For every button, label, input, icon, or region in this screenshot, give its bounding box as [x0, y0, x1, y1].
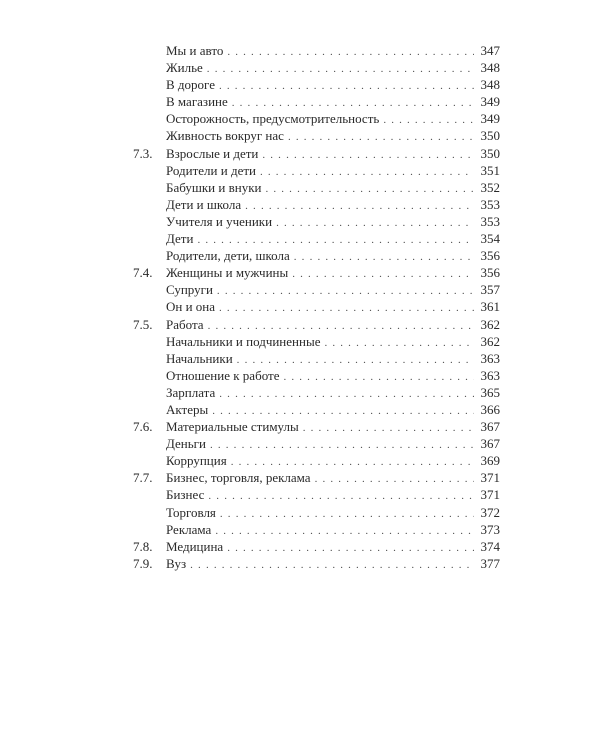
page-number: 361 — [480, 299, 500, 315]
page-number: 347 — [480, 43, 500, 58]
entry-title: Материальные стимулы — [166, 419, 299, 435]
entry-title: Работа — [166, 316, 204, 332]
page-number: 369 — [480, 453, 500, 469]
toc-subsection-entry — [133, 401, 500, 418]
entry-title: Бизнес — [166, 487, 205, 503]
toc-subsection-entry — [133, 93, 500, 110]
toc-subsection-entry — [133, 230, 500, 247]
dot-leader — [294, 249, 474, 266]
section-number: 7.4. — [133, 265, 153, 281]
dot-leader — [227, 44, 474, 61]
toc-section-entry — [133, 538, 500, 555]
page-number: 350 — [480, 128, 500, 144]
page-number: 377 — [480, 555, 500, 571]
page-number: 365 — [480, 384, 500, 400]
entry-title: Коррупция — [166, 453, 227, 469]
dot-leader — [219, 78, 474, 95]
toc-subsection-entry — [133, 59, 500, 76]
entry-title: Женщины и мужчины — [166, 265, 289, 281]
toc-subsection-entry — [133, 486, 500, 503]
entry-title: Бизнес, торговля, реклама — [166, 470, 311, 486]
page-number: 357 — [480, 282, 500, 298]
section-number: 7.3. — [133, 145, 153, 161]
toc-subsection-entry — [133, 298, 500, 315]
toc-subsection-entry — [133, 384, 500, 401]
dot-leader — [220, 506, 474, 523]
page-number: 349 — [480, 94, 500, 110]
toc-subsection-entry — [133, 521, 500, 538]
dot-leader — [190, 557, 474, 574]
section-number: 7.7. — [133, 470, 153, 486]
page-number: 349 — [480, 111, 500, 127]
entry-title: В дороге — [166, 77, 215, 93]
toc-subsection-entry — [133, 179, 500, 196]
toc-subsection-entry — [133, 350, 500, 367]
entry-title: Живность вокруг нас — [166, 128, 284, 144]
entry-title: Начальники — [166, 350, 233, 366]
entry-title: Взрослые и дети — [166, 145, 259, 161]
dot-leader — [227, 540, 474, 557]
toc-subsection-entry — [133, 367, 500, 384]
page-number: 366 — [480, 401, 500, 417]
page-number: 372 — [480, 504, 500, 520]
section-number: 7.9. — [133, 555, 153, 571]
dot-leader — [288, 129, 474, 146]
dot-leader — [324, 335, 474, 352]
toc-section-entry — [133, 316, 500, 333]
page-number: 367 — [480, 436, 500, 452]
toc-subsection-entry — [133, 504, 500, 521]
page-number: 356 — [480, 265, 500, 281]
page-number: 354 — [480, 231, 500, 247]
toc-section-entry — [133, 145, 500, 162]
dot-leader — [219, 386, 474, 403]
toc-section-entry — [133, 418, 500, 435]
entry-title: Бабушки и внуки — [166, 179, 262, 195]
entry-title: Вуз — [166, 555, 187, 571]
entry-title: Актеры — [166, 401, 209, 417]
toc-subsection-entry — [133, 110, 500, 127]
entry-title: Родители, дети, школа — [166, 248, 290, 264]
entry-title: Зарплата — [166, 384, 216, 400]
dot-leader — [215, 523, 474, 540]
dot-leader — [315, 471, 474, 488]
toc-subsection-entry — [133, 452, 500, 469]
dot-leader — [217, 283, 474, 300]
page-number: 363 — [480, 350, 500, 366]
dot-leader — [283, 369, 474, 386]
dot-leader — [207, 61, 474, 78]
page-number: 350 — [480, 145, 500, 161]
dot-leader — [260, 164, 474, 181]
entry-title: Мы и авто — [166, 43, 224, 58]
toc-subsection-entry — [133, 213, 500, 230]
page-number: 352 — [480, 179, 500, 195]
toc-subsection-entry — [133, 76, 500, 93]
page-number: 351 — [480, 162, 500, 178]
dot-leader — [219, 300, 474, 317]
dot-leader — [245, 198, 474, 215]
page-number: 373 — [480, 521, 500, 537]
section-number: 7.8. — [133, 538, 153, 554]
dot-leader — [210, 437, 474, 454]
section-number: 7.6. — [133, 419, 153, 435]
page-number: 371 — [480, 487, 500, 503]
toc-section-entry — [133, 469, 500, 486]
toc-subsection-entry — [133, 435, 500, 452]
entry-title: Медицина — [166, 538, 224, 554]
dot-leader — [303, 420, 474, 437]
entry-title: Учителя и ученики — [166, 213, 273, 229]
dot-leader — [276, 215, 474, 232]
page-number: 356 — [480, 248, 500, 264]
entry-title: Супруги — [166, 282, 213, 298]
entry-title: Дети — [166, 231, 194, 247]
entry-title: Жилье — [166, 60, 203, 76]
dot-leader — [265, 181, 474, 198]
entry-title: В магазине — [166, 94, 228, 110]
dot-leader — [262, 147, 474, 164]
entry-title: Деньги — [166, 436, 206, 452]
table-of-contents — [133, 42, 500, 572]
page-number: 348 — [480, 77, 500, 93]
section-number: 7.5. — [133, 316, 153, 332]
toc-section-entry — [133, 264, 500, 281]
dot-leader — [292, 266, 474, 283]
page-number: 348 — [480, 60, 500, 76]
toc-subsection-entry — [133, 281, 500, 298]
page-number: 374 — [480, 538, 500, 554]
page-number: 363 — [480, 367, 500, 383]
dot-leader — [383, 112, 474, 129]
toc-subsection-entry — [133, 127, 500, 144]
page-number: 367 — [480, 419, 500, 435]
entry-title: Родители и дети — [166, 162, 256, 178]
entry-title: Торговля — [166, 504, 216, 520]
page-number: 362 — [480, 316, 500, 332]
entry-title: Начальники и подчиненные — [166, 333, 321, 349]
entry-title: Отношение к работе — [166, 367, 280, 383]
toc-subsection-entry — [133, 162, 500, 179]
entry-title: Он и она — [166, 299, 216, 315]
toc-subsection-entry — [133, 196, 500, 213]
toc-subsection-entry — [133, 247, 500, 264]
toc-subsection-entry — [133, 42, 500, 59]
entry-title: Осторожность, предусмотрительность — [166, 111, 380, 127]
toc-subsection-entry — [133, 333, 500, 350]
entry-title: Реклама — [166, 521, 212, 537]
page-number: 353 — [480, 213, 500, 229]
page-number: 353 — [480, 196, 500, 212]
page-number: 371 — [480, 470, 500, 486]
entry-title: Дети и школа — [166, 196, 242, 212]
toc-section-entry — [133, 555, 500, 572]
page-number: 362 — [480, 333, 500, 349]
dot-leader — [208, 488, 474, 505]
